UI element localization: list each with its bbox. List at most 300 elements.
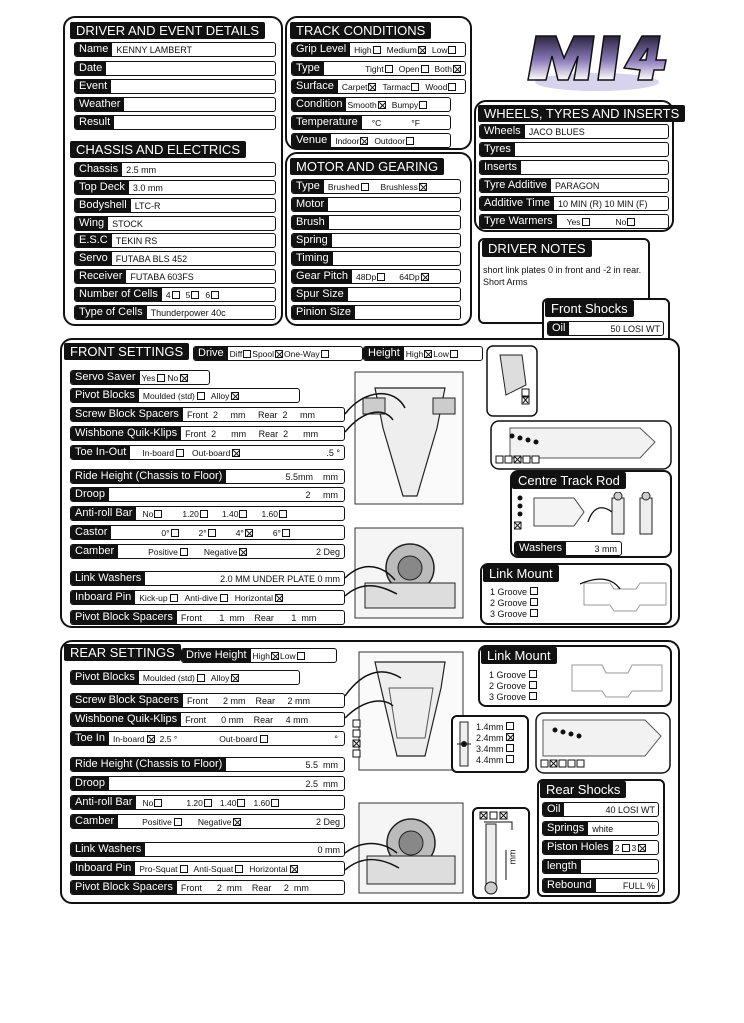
front-alloy-checkbox[interactable] [231,392,239,400]
venue-outdoor-option[interactable] [374,136,414,146]
rear-arb-no-checkbox[interactable] [154,799,162,807]
surface-label: Surface [292,80,338,93]
front-oil-field[interactable] [547,321,664,336]
additive-time-field[interactable] [479,196,669,211]
front-low-checkbox[interactable] [450,350,458,358]
rear-ride-value: 5.5 mm [305,759,338,770]
rear-rebound-field[interactable] [542,878,659,893]
cells-4-option[interactable] [166,290,180,300]
rear-screw-field[interactable] [70,693,345,708]
front-arb-140-text: 1.40 [221,508,239,519]
castor-4-text: 4° [235,527,244,538]
front-arb-140-checkbox[interactable] [239,510,247,518]
pitch-64-option[interactable] [399,272,428,282]
venue-indoor-checkbox[interactable] [360,137,368,145]
date-field[interactable] [74,61,276,76]
pitch-64-text: 64Dp [399,271,420,282]
spacer-1-4-text: 1.4mm [476,722,504,732]
weather-label: Weather [75,98,124,111]
front-moulded-text: Moulded (std) [142,390,195,401]
oneway-checkbox[interactable] [321,350,329,358]
front-arb-160-checkbox[interactable] [279,510,287,518]
rear-screw-label: Screw Block Spacers [71,694,183,707]
chassis-value: 2.5 mm [126,164,157,175]
servo-label: Servo [75,252,112,265]
rear-outboard-checkbox[interactable] [260,735,268,743]
rear-groove-3-checkbox[interactable] [529,692,537,700]
warmers-no-text: No [615,216,627,227]
rear-height-label: Drive Height [182,649,251,662]
grip-high-text: High [354,44,372,55]
rear-toe-in-value: 2.5 ° [159,733,178,744]
front-arb-label: Anti-roll Bar [71,507,136,520]
front-low-text: Low [433,348,449,359]
front-wish-field[interactable] [70,426,345,441]
cond-bumpy-option[interactable] [392,100,427,110]
cells-6-checkbox[interactable] [211,291,219,299]
front-toe-value: .5 ° [326,447,340,458]
rear-negative-checkbox[interactable] [233,818,241,826]
chassis-title: CHASSIS AND ELECTRICS [70,141,246,158]
front-negative-text: Negative [203,546,238,557]
gear-pitch-label: Gear Pitch [292,270,352,283]
cells-5-checkbox[interactable] [191,291,199,299]
esc-value: TEKIN RS [115,235,158,246]
rear-oil-field[interactable] [542,802,659,817]
front-outboard-text: Out-board [192,447,231,458]
castor-6-text: 6° [272,527,281,538]
rear-groove-2-checkbox[interactable] [529,681,537,689]
grip-medium-checkbox[interactable] [418,46,426,54]
centre-washers-field[interactable] [514,541,622,556]
spacer-1-4-checkbox[interactable] [506,722,514,730]
rear-arb-120-checkbox[interactable] [204,799,212,807]
front-camber-value: 2 Deg [315,546,340,557]
additive-time-label: Additive Time [480,197,554,210]
cond-bumpy-text: Bumpy [391,99,419,110]
spacer-4-4[interactable] [476,755,514,765]
rear-holes-3-text: 3 [631,842,637,853]
rear-toe-block-diagram [535,712,671,774]
notes-title: DRIVER NOTES [482,240,592,257]
warmers-no-option[interactable] [616,217,636,227]
rear-arb-field[interactable] [70,795,345,810]
front-arb-120-checkbox[interactable] [200,510,208,518]
castor-2-text: 2° [198,527,207,538]
spring-field[interactable] [291,233,461,248]
antisquat-text: Anti-Squat [193,863,234,874]
rear-droop-field[interactable] [70,776,345,791]
spacer-3-4[interactable] [476,744,514,754]
topdeck-value: 3.0 mm [132,182,163,193]
front-groove-2-checkbox[interactable] [530,598,538,606]
oneway-text: One-Way [284,348,320,359]
rear-arb-160-checkbox[interactable] [271,799,279,807]
type-tight-text: Tight [365,63,384,74]
front-arb-no-checkbox[interactable] [154,510,162,518]
front-groove-3[interactable] [490,609,538,619]
event-field[interactable] [74,79,276,94]
grip-low-text: Low [431,44,448,55]
kickup-text: Kick-up [139,592,168,603]
rear-negative-text: Negative [197,816,232,827]
front-arb-no-text: No [142,508,154,519]
cells-6-text: 6 [205,289,211,300]
front-positive-text: Positive [148,546,178,557]
front-height-field[interactable] [363,346,483,361]
driver-title: DRIVER AND EVENT DETAILS [70,22,265,39]
result-field[interactable] [74,115,276,130]
topdeck-field[interactable] [74,180,276,195]
cond-smooth-option[interactable] [347,100,385,110]
rear-toe-field[interactable] [70,731,345,746]
saver-yes-checkbox[interactable] [157,374,165,382]
surface-carpet-option[interactable] [342,82,377,92]
saver-no-checkbox[interactable] [180,374,188,382]
condition-label: Condition [292,98,346,111]
track-type-label: Type [292,62,324,75]
pinion-label: Pinion Size [292,306,355,319]
rear-horizontal-checkbox[interactable] [290,865,298,873]
front-screw-value: Front 2 mm Rear 2 mm [186,409,315,420]
front-washers-field[interactable] [70,571,345,586]
castor-6-checkbox[interactable] [282,529,290,537]
topdeck-label: Top Deck [75,181,129,194]
brushed-checkbox[interactable] [361,183,369,191]
weather-field[interactable] [74,97,276,112]
surface-tarmac-option[interactable] [382,82,419,92]
spool-checkbox[interactable] [275,350,283,358]
bodyshell-value: LTC-R [134,200,161,211]
rear-washers-field[interactable] [70,842,345,857]
front-inpin-field[interactable] [70,590,345,605]
timing-field[interactable] [291,251,461,266]
celltype-label: Type of Cells [75,306,147,319]
celltype-field[interactable] [74,305,276,320]
motor-label: Motor [292,198,328,211]
front-droop-value: 2 mm [305,489,338,500]
gear-pitch-field[interactable] [291,269,461,284]
front-groove-3-checkbox[interactable] [530,609,538,617]
type-open-checkbox[interactable] [421,65,429,73]
chassis-field[interactable] [74,162,276,177]
type-both-checkbox[interactable] [453,65,461,73]
rear-high-checkbox[interactable] [271,652,279,660]
rear-inpin-field[interactable] [70,861,345,876]
rear-low-text: Low [280,650,296,661]
temperature-label: Temperature [292,116,362,129]
rear-arb-140-text: 1.40 [219,797,237,808]
event-label: Event [75,80,111,93]
rear-arb-140-checkbox[interactable] [237,799,245,807]
pitch-48-checkbox[interactable] [377,273,385,281]
cond-smooth-checkbox[interactable] [378,101,386,109]
front-toe-block-diagram [490,420,672,470]
front-pbs-field[interactable] [70,610,345,625]
spur-field[interactable] [291,287,461,302]
cells-label: Number of Cells [75,288,162,301]
cells-5-option[interactable] [186,290,200,300]
cells-6-option[interactable] [205,290,219,300]
front-moulded-checkbox[interactable] [197,392,205,400]
wheels-field[interactable] [479,124,669,139]
receiver-field[interactable] [74,269,276,284]
castor-2-checkbox[interactable] [208,529,216,537]
rear-wish-field[interactable] [70,712,345,727]
centre-track-title: Centre Track Rod [512,472,626,489]
castor-field[interactable] [70,525,345,540]
motor-type-field[interactable] [291,179,461,194]
spacer-4-4-checkbox[interactable] [506,755,514,763]
brushless-option[interactable] [381,182,427,192]
front-positive-checkbox[interactable] [180,548,188,556]
grip-low-checkbox[interactable] [448,46,456,54]
surface-field[interactable] [291,79,466,94]
tyres-field[interactable] [479,142,669,157]
rear-groove-2[interactable] [489,681,537,691]
surface-carpet-checkbox[interactable] [368,83,376,91]
servo-saver-label: Servo Saver [71,371,140,384]
receiver-label: Receiver [75,270,126,283]
rear-holes-2-checkbox[interactable] [622,844,630,852]
venue-outdoor-checkbox[interactable] [406,137,414,145]
kickup-checkbox[interactable] [170,594,178,602]
centre-washers-label: Washers [515,542,566,555]
front-arb-160-text: 1.60 [261,508,278,519]
grip-field[interactable] [291,42,466,57]
spacer-2-4-checkbox[interactable] [506,733,514,741]
rear-positive-checkbox[interactable] [174,818,182,826]
front-droop-field[interactable] [70,487,345,502]
grip-medium-option[interactable] [387,45,426,55]
front-toe-field[interactable] [70,445,345,460]
temp-c-unit: °C [371,117,382,128]
surface-tarmac-text: Tarmac [382,81,411,92]
rear-inboard-checkbox[interactable] [147,735,155,743]
cells-field[interactable] [74,287,276,302]
tyres-label: Tyres [480,143,515,156]
esc-label: E.S.C [75,234,112,247]
cond-bumpy-checkbox[interactable] [419,101,427,109]
rear-springs-label: Springs [543,822,588,835]
front-drive-field[interactable] [193,346,363,361]
grip-low-option[interactable] [432,45,457,55]
front-washers-label: Link Washers [71,572,145,585]
front-toe-label: Toe In-Out [71,446,130,459]
servo-saver-field[interactable] [70,370,210,385]
rear-arb-160-text: 1.60 [253,797,270,808]
diff-checkbox[interactable] [243,350,251,358]
rear-arb-label: Anti-roll Bar [71,796,136,809]
front-screw-field[interactable] [70,407,345,422]
wing-field[interactable] [74,216,276,231]
front-shocks-title: Front Shocks [545,300,634,317]
rear-camber-field[interactable] [70,814,345,829]
rear-holes-2-text: 2 [614,842,620,853]
type-tight-checkbox[interactable] [385,65,393,73]
front-high-checkbox[interactable] [424,350,432,358]
spacer-3-4-checkbox[interactable] [506,744,514,752]
bodyshell-field[interactable] [74,198,276,213]
rear-droop-label: Droop [71,777,109,790]
rear-oil-label: Oil [543,803,564,816]
brushed-text: Brushed [327,181,360,192]
front-camber-field[interactable] [70,544,345,559]
front-droop-label: Droop [71,488,109,501]
condition-field[interactable] [291,97,451,112]
receiver-value: FUTABA 603FS [130,271,194,282]
front-horizontal-checkbox[interactable] [275,594,283,602]
front-alloy-text: Alloy [210,390,230,401]
grip-high-checkbox[interactable] [373,46,381,54]
front-pivot-field[interactable] [70,388,300,403]
front-link-title: Link Mount [483,565,559,582]
rear-springs-field[interactable] [542,821,659,836]
rear-moulded-text: Moulded (std) [142,672,195,683]
front-ride-label: Ride Height (Chassis to Floor) [71,470,226,483]
additive-label: Tyre Additive [480,179,551,192]
front-high-text: High [405,348,424,359]
front-groove-2-text: 2 Groove [490,598,528,608]
wheels-value: JACO BLUES [528,126,585,137]
surface-tarmac-checkbox[interactable] [411,83,419,91]
rear-groove-1-text: 1 Groove [489,670,527,680]
front-oil-label: Oil [548,322,569,335]
esc-field[interactable] [74,233,276,248]
saver-yes-text: Yes [141,372,156,383]
rear-pivot-field[interactable] [70,670,300,685]
rear-oil-value: 40 LOSI WT [605,804,655,815]
rear-groove-1-checkbox[interactable] [529,670,537,678]
surface-wood-option[interactable] [425,82,456,92]
venue-indoor-text: Indoor [335,135,360,146]
date-label: Date [75,62,106,75]
rear-ride-field[interactable] [70,757,345,772]
warmers-no-checkbox[interactable] [627,218,635,226]
front-chassis-diagram [345,368,475,623]
surface-wood-checkbox[interactable] [448,83,456,91]
venue-field[interactable] [291,133,451,148]
rear-wish-label: Wishbone Quik-Klips [71,713,181,726]
cells-5-text: 5 [185,289,191,300]
rear-holes-label: Piston Holes [543,841,613,854]
rear-holes-3-checkbox[interactable] [638,844,646,852]
servo-field[interactable] [74,251,276,266]
rear-holes-field[interactable] [542,840,659,855]
type-both-option[interactable] [435,64,462,74]
rear-low-checkbox[interactable] [297,652,305,660]
rear-positive-text: Positive [142,816,172,827]
warmers-label: Tyre Warmers [480,215,557,228]
brush-field[interactable] [291,215,461,230]
spacer-2-4[interactable] [476,733,514,743]
rear-droop-value: 2.5 mm [305,778,338,789]
rear-toe-deg: ° [334,733,338,744]
rear-pbs-field[interactable] [70,880,345,895]
front-groove-3-text: 3 Groove [490,609,528,619]
rear-moulded-checkbox[interactable] [197,674,205,682]
front-outboard-checkbox[interactable] [232,449,240,457]
front-camber-label: Camber [71,545,118,558]
celltype-value: Thunderpower 40c [150,307,226,318]
front-pbs-value: Front 1 mm Rear 1 mm [180,612,317,623]
rear-groove-3[interactable] [489,692,537,702]
front-groove-2[interactable] [490,598,538,608]
type-open-option[interactable] [399,64,429,74]
castor-4-checkbox[interactable] [245,529,253,537]
name-value: KENNY LAMBERT [116,44,193,55]
temperature-field[interactable] [291,115,451,130]
front-title: FRONT SETTINGS [64,343,189,360]
spacer-1-4[interactable] [476,722,514,732]
warmers-field[interactable] [479,214,669,229]
antisquat-checkbox[interactable] [235,865,243,873]
inserts-field[interactable] [479,160,669,175]
servo-value: FUTABA BLS 452 [115,253,188,264]
pitch-64-checkbox[interactable] [421,273,429,281]
additive-field[interactable] [479,178,669,193]
name-field[interactable] [74,42,276,57]
castor-0-checkbox[interactable] [171,529,179,537]
motor-type-label: Type [292,180,324,193]
track-type-field[interactable] [291,61,466,76]
rear-groove-1[interactable] [489,670,537,680]
wheels-label: Wheels [480,125,525,138]
motor-field[interactable] [291,197,461,212]
surface-carpet-text: Carpet [341,81,368,92]
cells-4-checkbox[interactable] [172,291,180,299]
front-inboard-checkbox[interactable] [176,449,184,457]
pitch-48-option[interactable] [356,272,385,282]
front-negative-checkbox[interactable] [239,548,247,556]
warmers-yes-option[interactable] [567,217,590,227]
front-groove-1[interactable] [490,587,538,597]
rear-alloy-checkbox[interactable] [231,674,239,682]
wing-value: STOCK [112,218,143,229]
rear-pbs-value: Front 2 mm Rear 2 mm [180,882,309,893]
front-groove-1-checkbox[interactable] [530,587,538,595]
venue-indoor-option[interactable] [335,136,368,146]
front-arb-120-text: 1.20 [182,508,199,519]
front-inpin-label: Inboard Pin [71,591,135,604]
rear-height-field[interactable] [181,648,337,663]
brushless-checkbox[interactable] [419,183,427,191]
pinion-field[interactable] [291,305,461,320]
type-tight-option[interactable] [365,64,393,74]
rear-pbs-label: Pivot Block Spacers [71,881,177,894]
antidive-checkbox[interactable] [220,594,228,602]
front-ride-field[interactable] [70,469,345,484]
rear-title: REAR SETTINGS [64,644,181,661]
front-arb-field[interactable] [70,506,345,521]
rear-groove-3-text: 3 Groove [489,692,527,702]
brushed-option[interactable] [328,182,369,192]
warmers-yes-text: Yes [566,216,581,227]
prosquat-checkbox[interactable] [180,865,188,873]
rear-length-field[interactable] [542,859,659,874]
notes-text[interactable]: short link plates 0 in front and -2 in rear. Short Arms [483,265,642,287]
rear-arb-side-diagram [476,810,526,896]
result-label: Result [75,116,114,129]
rear-high-text: High [252,650,271,661]
grip-high-option[interactable] [354,45,380,55]
warmers-yes-checkbox[interactable] [582,218,590,226]
rear-chassis-diagram [345,648,467,896]
prosquat-text: Pro-Squat [139,863,178,874]
rear-camber-label: Camber [71,815,118,828]
front-screw-label: Screw Block Spacers [71,408,183,421]
cond-smooth-text: Smooth [347,99,377,110]
